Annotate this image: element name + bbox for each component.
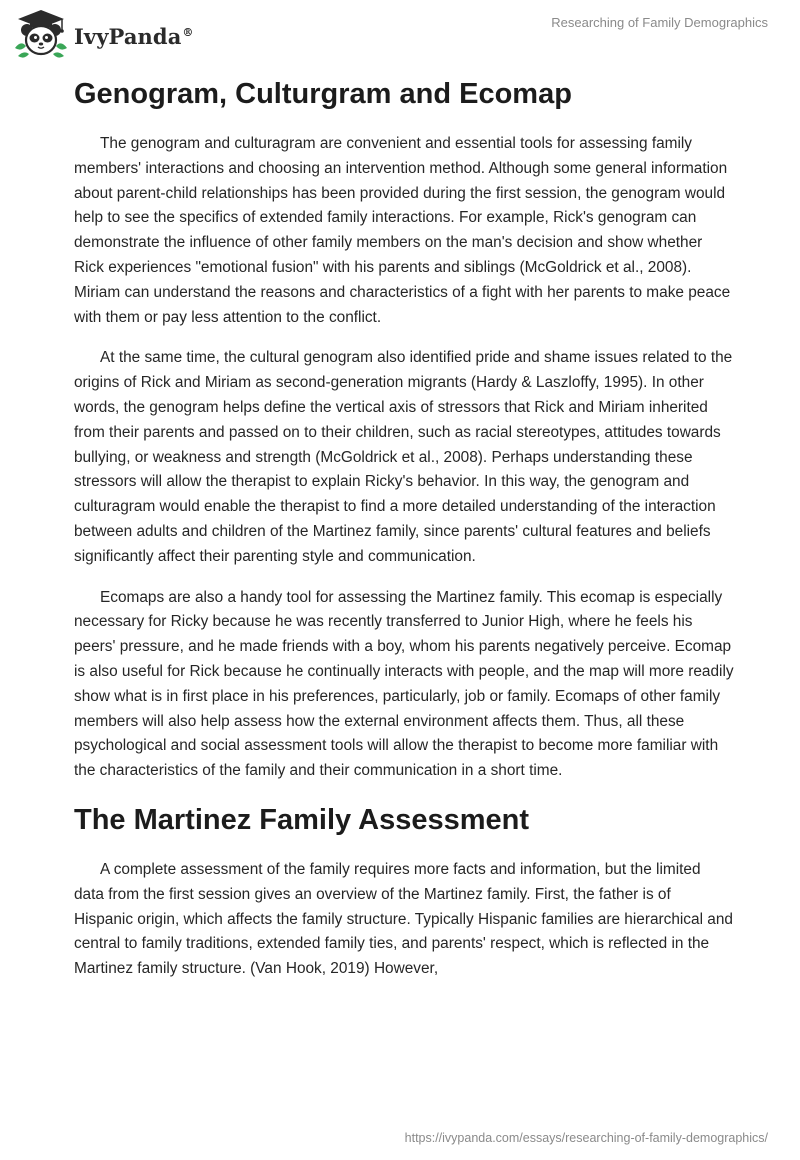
document-title: Researching of Family Demographics <box>551 15 768 30</box>
paragraph: A complete assessment of the family requires more facts and information, but the limited data from the first session gives an overview of the Martinez family. First, the father is of Hispanic origin, which affects the family structure. Typically Hispanic families are hierarchical and central to family traditions, extended family ties, and parents' respect, which is reflected in the Martinez family structure. (Van Hook, 2019) However, <box>74 860 733 978</box>
panda-graduate-icon <box>12 8 70 60</box>
registered-mark: ® <box>182 25 194 39</box>
brand-name: IvyPanda® <box>74 23 194 49</box>
source-url[interactable]: https://ivypanda.com/essays/researching-of-family-demographics/ <box>404 1131 768 1145</box>
essay-body <box>74 70 734 998</box>
section-heading-assessment: The Martinez Family Assessment <box>74 803 530 836</box>
section-heading-genogram: Genogram, Culturgram and Ecomap <box>74 78 572 110</box>
brand-logo[interactable] <box>12 8 194 60</box>
page-header <box>0 0 800 64</box>
paragraph: At the same time, the cultural genogram also identified pride and shame issues related to the origins of Rick and Miriam as second-generation migrants (Hardy & Laszloffy, 1995). In other words, the genogram helps define the vertical axis of stressors that Rick and Miriam inherited from their parents and passed on to their children, such as racial stereotypes, attitudes towards bullying, or weakness and strength (McGoldrick et al., 2008). Perhaps understanding these stressors will allow the therapist to explain Ricky's behavior. In this way, the genogram and culturagram would enable the therapist to find a more detailed understanding of the interaction between adults and children of the Martinez family, since parents' cultural features and beliefs significantly affect their parenting style and communication. <box>74 349 733 565</box>
paragraph: The genogram and culturagram are convenient and essential tools for assessing family members' interactions and choosing an intervention method. Although some general information about parent-child relationships has been provided during the first session, the genogram would help to see the specifics of extended family interactions. For example, Rick's genogram can demonstrate the influence of other family members on the man's decision and show whether Rick experiences "emotional fusion" with his parents and siblings (McGoldrick et al., 2008). Miriam can understand the reasons and characteristics of a fight with her parents to make peace with them or pay less attention to the conflict. <box>74 135 731 326</box>
paragraph: Ecomaps are also a handy tool for assessing the Martinez family. This ecomap is especially necessary for Ricky because he was recently transferred to Junior High, where he feels his peers' pressure, and he made friends with a boy, whom his parents negatively perceive. Ecomap is also useful for Rick because he continually interacts with people, and the map will more readily show what is in first place in his preferences, particularly, job or family. Ecomaps of other family members will also help assess how the external environment affects them. Thus, all these psychological and social assessment tools will allow the therapist to become more familiar with the characteristics of the family and their communication in a short time. <box>74 588 734 780</box>
